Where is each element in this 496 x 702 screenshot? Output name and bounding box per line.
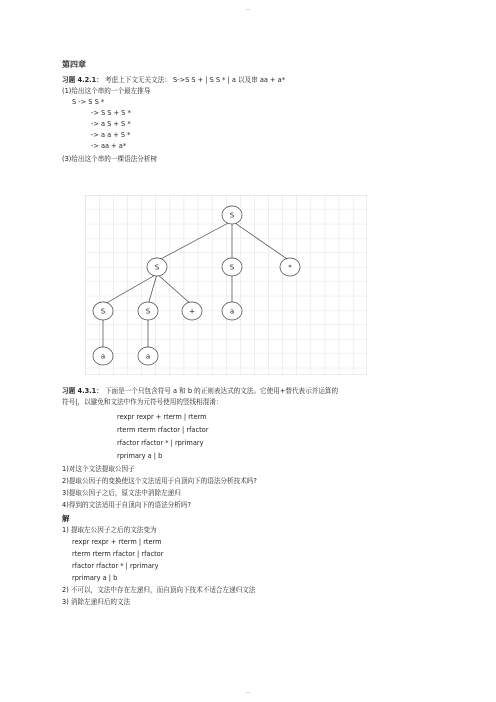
exercise-id: 习题 4.2.1： xyxy=(62,76,103,84)
exercise-4-3-1 xyxy=(62,387,338,396)
question-item: 4)得到的文法适用于自顶向下的语法分析吗? xyxy=(62,501,191,509)
exercise-text-cont: 符号|，以避免和文法中作为元符号使用的竖线相混淆： xyxy=(62,398,223,406)
page-footer: — xyxy=(245,690,251,696)
solution-grammar-rule: rexpr rexpr + rterm | rterm xyxy=(72,538,162,546)
solution-item-3: 3) 消除左递归后的文法 xyxy=(62,598,131,606)
solution-item-1: 1) 提取左公因子之后的文法变为 xyxy=(62,526,157,534)
tree-label: a xyxy=(145,352,151,361)
grammar-rule: rprimary a | b xyxy=(117,452,163,460)
parse-tree-svg xyxy=(85,195,367,375)
exercise-text: 考虑上下文无关文法： S->S S + | S S * | a 以及串 aa + a* xyxy=(104,76,286,84)
page-header: — xyxy=(245,7,251,13)
derivation-step: S -> S S * xyxy=(72,98,105,106)
question-item: 2)提取公因子的变换使这个文法适用于自顶向下的语法分析技术吗? xyxy=(62,477,257,485)
solution-grammar-rule: rprimary a | b xyxy=(72,574,118,582)
grammar-rule: rexpr rexpr + rterm | rterm xyxy=(117,413,207,421)
derivation-step: -> aa + a* xyxy=(91,142,127,150)
tree-label: S xyxy=(154,263,160,272)
tree-label: S xyxy=(229,263,235,272)
question-item: 1)对这个文法提取公因子 xyxy=(62,465,135,473)
derivation-step: -> a S + S * xyxy=(91,120,131,128)
tree-label: S xyxy=(229,211,235,220)
tree-label: S xyxy=(100,307,106,316)
grammar-rule: rterm rterm rfactor | rfactor xyxy=(117,426,209,434)
question-3: (3)给出这个串的一棵语法分析树 xyxy=(62,155,158,163)
tree-label: a xyxy=(100,352,106,361)
exercise-4-2-1 xyxy=(62,76,285,85)
chapter-title: 第四章 xyxy=(62,60,86,69)
tree-label: a xyxy=(229,307,235,316)
derivation-step: -> S S + S * xyxy=(91,109,131,117)
solution-label: 解 xyxy=(62,514,70,523)
tree-label: S xyxy=(145,307,151,316)
derivation-step: -> a a + S * xyxy=(91,131,131,139)
solution-grammar-rule: rterm rterm rfactor | rfactor xyxy=(72,550,164,558)
solution-item-2: 2) 不可以，文法中存在左递归，而自顶向下技术不适合左递归文法 xyxy=(62,586,256,594)
grammar-rule: rfactor rfactor * | rprimary xyxy=(117,439,204,447)
tree-label: * xyxy=(288,263,292,272)
question-item: 3)提取公因子之后，原文法中消除左递归 xyxy=(62,489,181,497)
exercise-id: 习题 4.3.1： xyxy=(62,387,103,395)
tree-label: + xyxy=(189,307,195,316)
parse-tree-figure xyxy=(85,195,367,375)
solution-grammar-rule: rfactor rfactor * | rprimary xyxy=(72,562,159,570)
question-1: (1)给出这个串的一个最左推导 xyxy=(62,87,151,95)
exercise-text: 下面是一个只包含符号 a 和 b 的正则表达式的文法。它使用+替代表示并运算的 xyxy=(104,387,339,395)
